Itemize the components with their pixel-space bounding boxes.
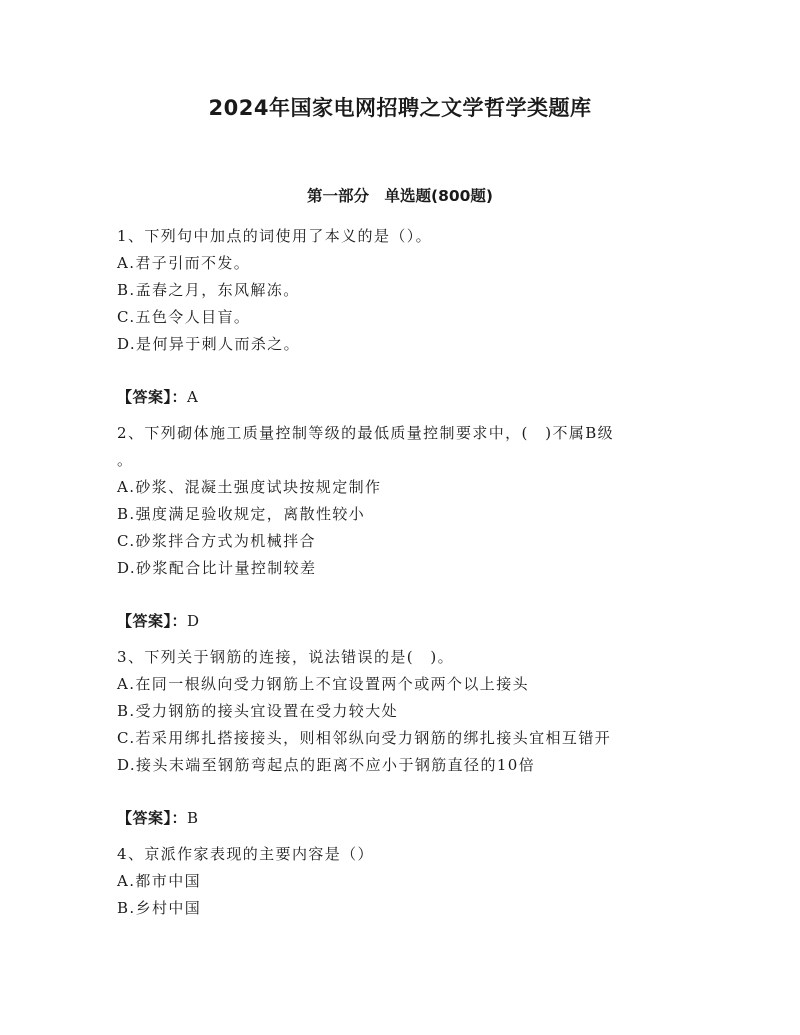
- option-b: B.强度满足验收规定，离散性较小: [117, 505, 366, 523]
- answer-label: 【答案】：: [117, 388, 188, 406]
- question-2: [117, 420, 687, 635]
- answer-value: B: [187, 809, 200, 827]
- option-a: A.砂浆、混凝土强度试块按规定制作: [117, 478, 382, 496]
- option-a: A.都市中国: [117, 872, 202, 890]
- question-stem: 4、京派作家表现的主要内容是（）: [117, 845, 374, 863]
- question-stem: 3、下列关于钢筋的连接，说法错误的是( )。: [117, 648, 455, 666]
- question-1: [117, 223, 687, 411]
- option-d: D.是何异于刺人而杀之。: [117, 335, 301, 353]
- option-b: B.受力钢筋的接头宜设置在受力较大处: [117, 702, 398, 720]
- answer-value: A: [187, 388, 200, 406]
- question-3: [117, 644, 687, 832]
- question-list: [117, 223, 687, 922]
- answer-value: D: [187, 612, 201, 630]
- option-b: B.乡村中国: [117, 899, 202, 917]
- option-a: A.君子引而不发。: [117, 254, 251, 272]
- answer-label: 【答案】：: [117, 809, 188, 827]
- answer-line: [117, 384, 687, 411]
- option-d: D.砂浆配合比计量控制较差: [117, 559, 317, 577]
- question-stem: 2、下列砌体施工质量控制等级的最低质量控制要求中，( )不属B级: [117, 424, 615, 442]
- question-stem: 1、下列句中加点的词使用了本义的是（）。: [117, 227, 433, 245]
- option-b: B.孟春之月，东风解冻。: [117, 281, 300, 299]
- answer-line: [117, 805, 687, 832]
- question-4: [117, 841, 687, 922]
- option-c: C.砂浆拌合方式为机械拌合: [117, 532, 316, 550]
- document-title: 2024年国家电网招聘之文学哲学类题库: [208, 96, 592, 120]
- option-c: C.若采用绑扎搭接接头，则相邻纵向受力钢筋的绑扎接头宜相互错开: [117, 729, 612, 747]
- answer-label: 【答案】：: [117, 612, 188, 630]
- question-stem-continuation: 。: [117, 451, 134, 469]
- section-title: 第一部分 单选题(800题): [306, 187, 494, 205]
- answer-line: [117, 608, 687, 635]
- option-d: D.接头末端至钢筋弯起点的距离不应小于钢筋直径的10倍: [117, 756, 536, 774]
- option-c: C.五色令人目盲。: [117, 308, 251, 326]
- option-a: A.在同一根纵向受力钢筋上不宜设置两个或两个以上接头: [117, 675, 530, 693]
